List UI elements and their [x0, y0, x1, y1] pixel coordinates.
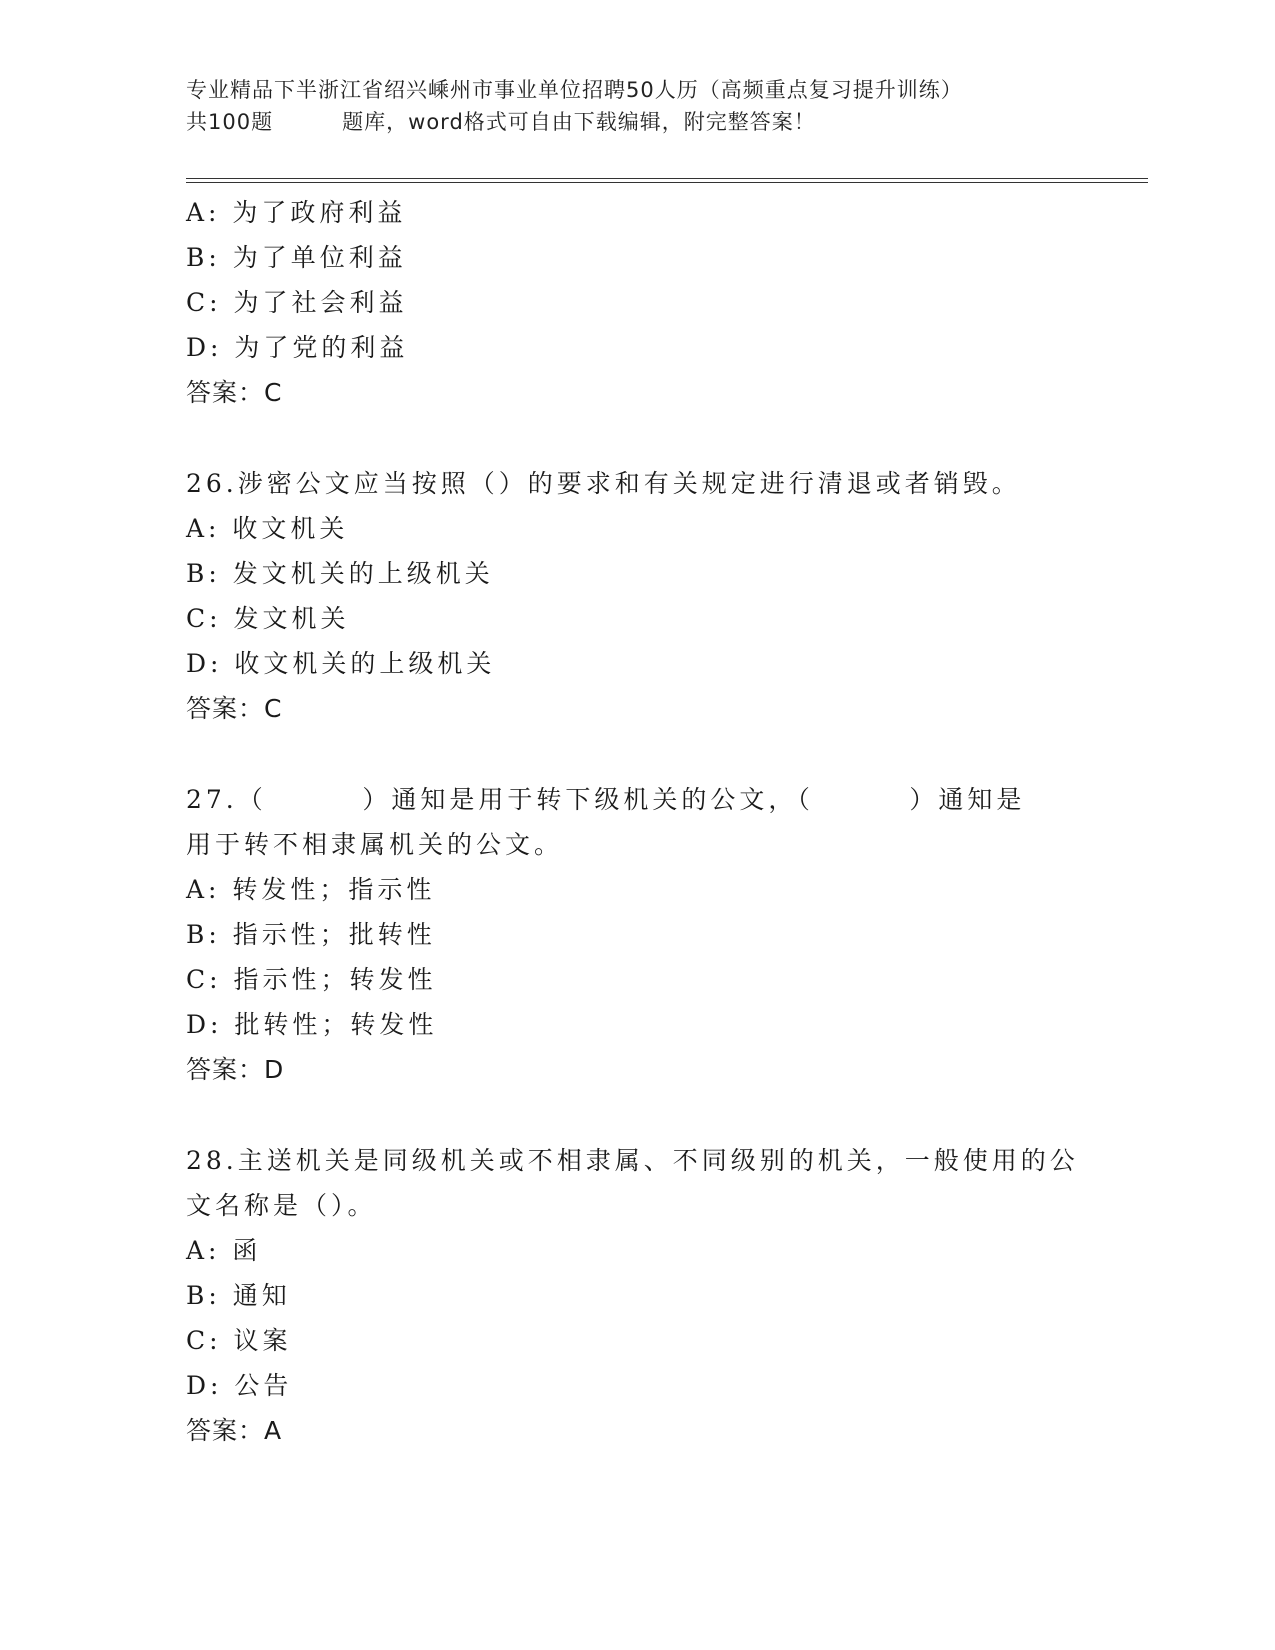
answer: 答案：C: [186, 694, 283, 723]
option-a: A: 转发性；指示性: [186, 875, 436, 904]
question-text: 26.涉密公文应当按照（）的要求和有关规定进行清退或者销毁。: [186, 469, 1021, 498]
header-title-line1: 专业精品下半浙江省绍兴嵊州市事业单位招聘50人历（高频重点复习提升训练）: [186, 78, 963, 102]
option-d: D: 批转性；转发性: [186, 1010, 438, 1039]
option-b: B: 为了单位利益: [186, 243, 407, 272]
document-header: [186, 74, 1146, 138]
answer: 答案：A: [186, 1416, 283, 1445]
option-c: C: 议案: [186, 1326, 292, 1355]
header-title-line2: 共100题 题库，word格式可自由下载编辑，附完整答案！: [186, 110, 816, 134]
question-25: [186, 190, 1146, 415]
spacer: [186, 731, 1146, 777]
question-text-line2: 文名称是（）。: [186, 1191, 377, 1220]
spacer: [186, 415, 1146, 461]
option-d: D: 收文机关的上级机关: [186, 649, 496, 678]
spacer: [186, 1092, 1146, 1138]
option-b: B: 通知: [186, 1281, 291, 1310]
answer: 答案：D: [186, 1055, 285, 1084]
question-27: [186, 777, 1146, 1092]
option-c: C: 指示性；转发性: [186, 965, 437, 994]
question-26: [186, 461, 1146, 731]
question-text-line2: 用于转不相隶属机关的公文。: [186, 830, 564, 859]
option-d: D: 为了党的利益: [186, 333, 409, 362]
option-c: C: 发文机关: [186, 604, 350, 633]
question-text-line1: 28.主送机关是同级机关或不相隶属、不同级别的机关，一般使用的公: [186, 1146, 1079, 1175]
option-c: C: 为了社会利益: [186, 288, 408, 317]
option-a: A: 收文机关: [186, 514, 349, 543]
option-a: A: 函: [186, 1236, 262, 1265]
header-divider-top: [186, 178, 1148, 179]
answer: 答案：C: [186, 378, 283, 407]
question-list: [186, 190, 1146, 1453]
question-text-line1: 27.（ ）通知是用于转下级机关的公文，（ ）通知是: [186, 785, 1026, 814]
option-a: A: 为了政府利益: [186, 198, 407, 227]
header-divider-bottom: [186, 182, 1148, 183]
option-b: B: 发文机关的上级机关: [186, 559, 494, 588]
option-d: D: 公告: [186, 1371, 293, 1400]
option-b: B: 指示性；批转性: [186, 920, 436, 949]
question-28: [186, 1138, 1146, 1453]
